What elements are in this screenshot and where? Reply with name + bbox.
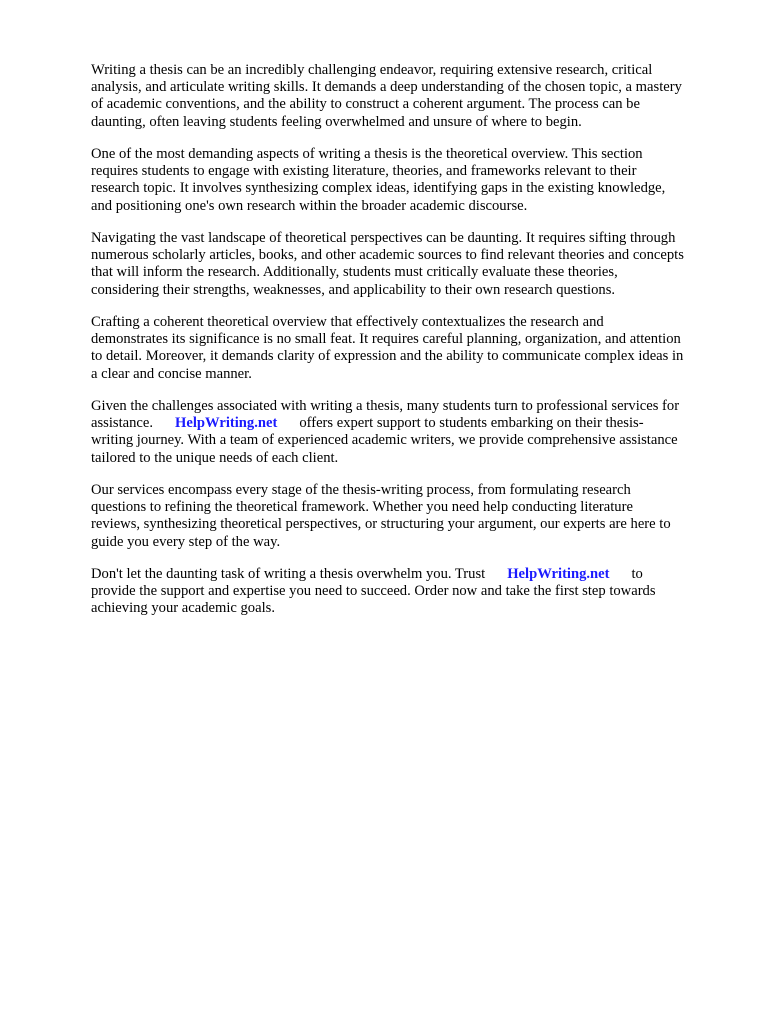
text-line: One of the most demanding aspects of writing a thesis is the theoretical overview. This section [91,146,643,162]
paragraph-crafting [91,314,731,383]
paragraph-navigating [91,230,731,299]
text-line: Writing a thesis can be an incredibly challenging endeavor, requiring extensive research, critical [91,62,653,78]
paragraph-services-intro [91,398,731,467]
text-line: daunting, often leaving students feeling overwhelmed and unsure of where to begin. [91,113,582,130]
text-line: achieving your academic goals. [91,600,275,617]
text-line: to detail. Moreover, it demands clarity of expression and the ability to communicate complex ideas in [91,348,684,365]
text-line: Crafting a coherent theoretical overview that effectively contextualizes the research and [91,314,604,330]
text-fragment: assistance. [91,415,154,432]
text-line: Given the challenges associated with writing a thesis, many students turn to professional services for [91,398,680,414]
text-line: tailored to the unique needs of each client. [91,449,339,466]
paragraph-services-scope [91,482,731,551]
text-fragment: to [631,566,643,582]
text-line: demonstrates its significance is no small feat. It requires careful planning, organization, and attention [91,331,681,348]
text-line: and positioning one's own research within the broader academic discourse. [91,197,528,214]
paragraph-call-to-action [91,566,731,618]
text-line: of academic conventions, and the ability to construct a coherent argument. The process can be [91,96,640,113]
text-fragment: Don't let the daunting task of writing a thesis overwhelm you. Trust [91,566,486,582]
helpwriting-link[interactable]: HelpWriting.net [507,566,610,582]
text-line: that will inform the research. Additionally, students must critically evaluate these theories, [91,264,618,281]
text-line [91,566,731,583]
text-fragment: offers expert support to students embarking on their thesis- [299,415,644,432]
text-line: Navigating the vast landscape of theoretical perspectives can be daunting. It requires sifting through [91,230,676,246]
text-line: provide the support and expertise you need to succeed. Order now and take the first step towards [91,583,656,600]
text-line: analysis, and articulate writing skills. It demands a deep understanding of the chosen topic, a mastery [91,79,682,96]
paragraph-intro [91,62,731,131]
text-line: a clear and concise manner. [91,365,252,382]
helpwriting-link[interactable]: HelpWriting.net [175,415,278,432]
paragraph-theoretical-overview [91,146,731,215]
text-line: guide you every step of the way. [91,533,281,550]
text-line: questions to refining the theoretical framework. Whether you need help conducting literature [91,499,633,516]
text-line: considering their strengths, weaknesses, and applicability to their own research questions. [91,281,616,298]
text-line: requires students to engage with existing literature, theories, and frameworks relevant to their [91,163,637,180]
text-line: reviews, synthesizing theoretical perspectives, or structuring your argument, our experts are here to [91,516,671,533]
text-line: writing journey. With a team of experienced academic writers, we provide comprehensive assistance [91,432,678,449]
text-line: Our services encompass every stage of the thesis-writing process, from formulating research [91,482,631,498]
text-line [91,415,731,432]
text-line: numerous scholarly articles, books, and other academic sources to find relevant theories and concepts [91,247,684,264]
text-line: research topic. It involves synthesizing complex ideas, identifying gaps in the existing knowledge, [91,180,666,197]
